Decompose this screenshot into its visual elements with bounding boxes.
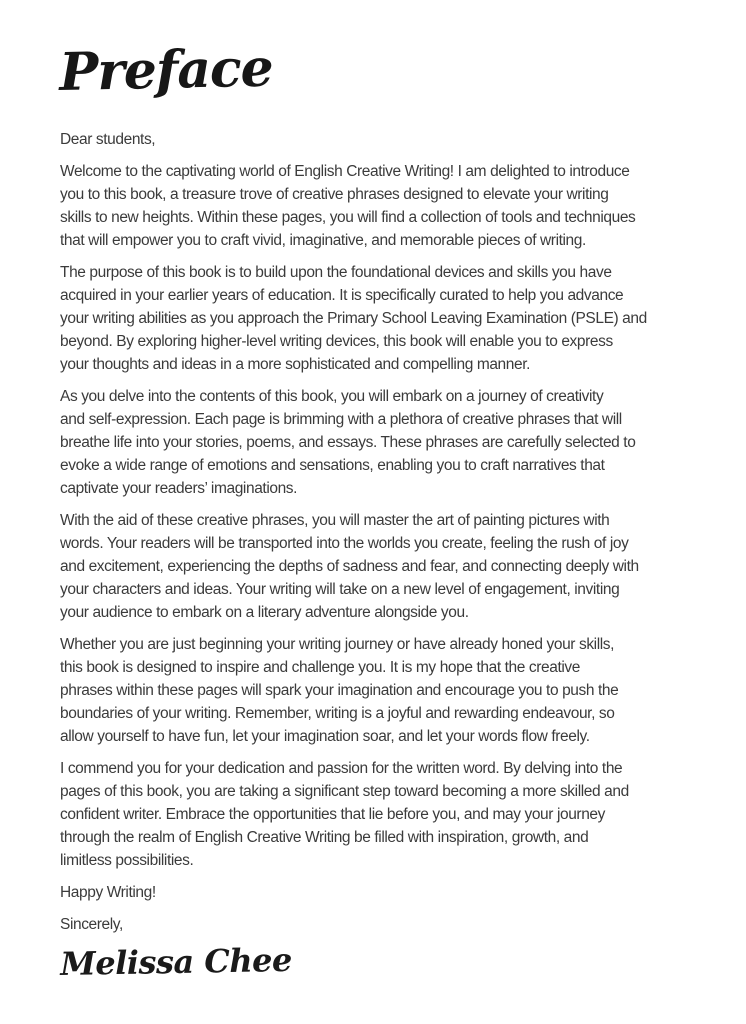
paragraph: As you delve into the contents of this book, you will embark on a journey of creativity and self-expression. Each page is brimming with a plethora of creative phrases that will breathe life into your stories, poems, and essays. These phrases are carefully selected to evoke a wide range of emotions and sensations, enabling you to craft narratives that captivate your readers’ imaginations.: [60, 388, 636, 497]
signature: Melissa Chee: [60, 940, 293, 983]
letter-body: [60, 160, 696, 872]
paragraph: Welcome to the captivating world of English Creative Writing! I am delighted to introduce you to this book, a treasure trove of creative phrases designed to elevate your writing skills to new heights. Within these pages, you will find a collection of tools and techniques that will empower you to craft vivid, imaginative, and memorable pieces of writing.: [60, 163, 636, 249]
closing-line: Happy Writing!: [60, 884, 156, 901]
page-title: Preface: [58, 37, 274, 104]
greeting: Dear students,: [60, 131, 156, 148]
signoff: Sincerely,: [60, 916, 123, 933]
paragraph: The purpose of this book is to build upon the foundational devices and skills you have acquired in your earlier years of education. It is specifically curated to help you advance your writing abilities as you approach the Primary School Leaving Examination (PSLE) and beyond. By exploring higher-level writing devices, this book will enable you to express your thoughts and ideas in a more sophisticated and compelling manner.: [60, 264, 647, 373]
paragraph: I commend you for your dedication and passion for the written word. By delving into the pages of this book, you are taking a significant step toward becoming a more skilled and confident writer. Embrace the opportunities that lie before you, and may your journey through the realm of English Creative Writing be filled with inspiration, growth, and limitless possibilities.: [60, 760, 629, 869]
paragraph: Whether you are just beginning your writing journey or have already honed your skills, this book is designed to inspire and challenge you. It is my hope that the creative phrases within these pages will spark your imagination and encourage you to push the boundaries of your writing. Remember, writing is a joyful and rewarding endeavour, so allow yourself to have fun, let your imagination soar, and let your words flow freely.: [60, 636, 619, 745]
paragraph: With the aid of these creative phrases, you will master the art of painting pictures with words. Your readers will be transported into the worlds you create, feeling the rush of joy and excitement, experiencing the depths of sadness and fear, and connecting deeply with your characters and ideas. Your writing will take on a new level of engagement, inviting your audience to embark on a literary adventure alongside you.: [60, 512, 639, 621]
